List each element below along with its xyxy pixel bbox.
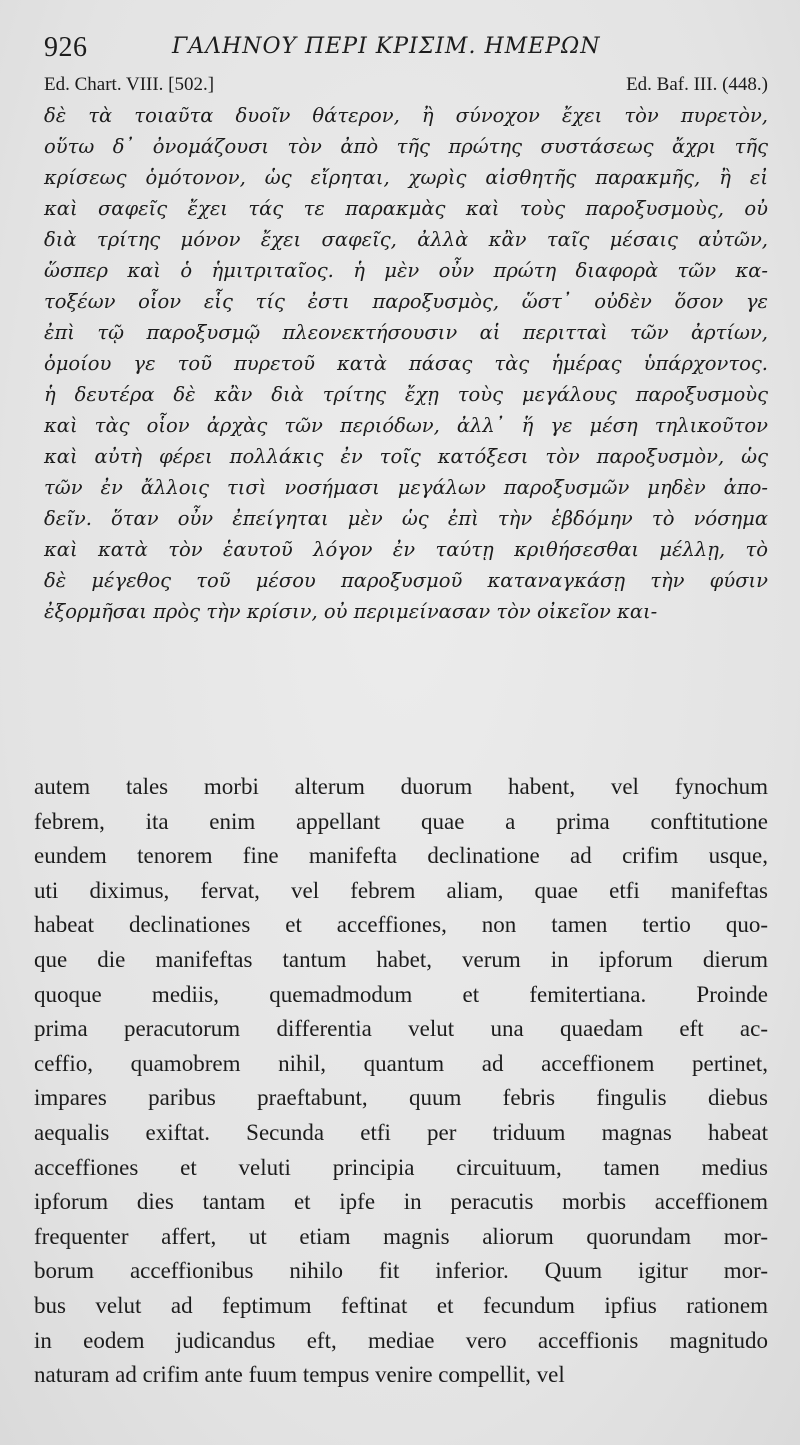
page-header <box>32 24 772 64</box>
greek-text-line: δὲ τὰ τοιαῦτα δυοῖν θάτερον, ἢ σύνοχον ἔχει τὸν πυρετὸν, <box>44 104 768 127</box>
latin-text-line: bus velut ad feptimum feftinat et fecundum ipfius rationem <box>34 1292 768 1318</box>
latin-text-line: prima peracutorum differentia velut una quaedam eft ac- <box>34 1016 768 1042</box>
greek-text-line: διὰ τρίτης μόνον ἔχει σαφεῖς, ἀλλὰ κἂν ταῖς μέσαις αὐτῶν, <box>44 228 768 251</box>
edition-reference-basel: Ed. Baf. III. (448.) <box>626 74 768 95</box>
greek-text-line: καὶ αὐτὴ φέρει πολλάκις ἐν τοῖς κατόξεσι τὸν παροξυσμὸν, ὡς <box>44 445 768 468</box>
edition-reference-chartier: Ed. Chart. VIII. [502.] <box>44 74 215 95</box>
page-number: 926 <box>44 32 88 63</box>
latin-text-line: eundem tenorem fine manifefta declinatione ad crifim usque, <box>34 843 768 869</box>
latin-text-line: febrem, ita enim appellant quae a prima conftitutione <box>34 808 768 834</box>
latin-text-line: naturam ad crifim ante fuum tempus venire compellit, vel <box>34 1362 565 1388</box>
latin-text-line: que die manifeftas tantum habet, verum in ipforum dierum <box>34 946 768 972</box>
latin-text-line: ipforum dies tantam et ipfe in peracutis morbis acceffionem <box>34 1189 768 1215</box>
greek-text-line: οὕτω δ᾽ ὀνομάζουσι τὸν ἀπὸ τῆς πρώτης συστάσεως ἄχρι τῆς <box>44 135 768 158</box>
greek-text-line: τῶν ἐν ἄλλοις τισὶ νοσήμασι μεγάλων παροξυσμῶν μηδὲν ἀπο- <box>44 476 768 499</box>
greek-text-line: δεῖν. ὅταν οὖν ἐπείγηται μὲν ὡς ἐπὶ τὴν ἑβδόμην τὸ νόσημα <box>44 507 768 530</box>
greek-text-line: κρίσεως ὁμότονον, ὡς εἴρηται, χωρὶς αἰσθητῆς παρακμῆς, ἢ εἰ <box>44 166 768 189</box>
latin-text-line: borum acceffionibus nihilo fit inferior. Quum igitur mor- <box>34 1258 768 1284</box>
greek-text-line: καὶ σαφεῖς ἔχει τάς τε παρακμὰς καὶ τοὺς παροξυσμοὺς, οὐ <box>44 197 768 220</box>
greek-text-line: καὶ κατὰ τὸν ἑαυτοῦ λόγον ἐν ταύτῃ κριθήσεσθαι μέλλῃ, τὸ <box>44 538 768 561</box>
greek-text-line: τοξέων οἷον εἷς τίς ἐστι παροξυσμὸς, ὥστ᾽ οὐδὲν ὅσον γε <box>44 290 768 313</box>
running-title: ΓΑΛΗΝΟΥ ΠΕΡΙ ΚΡΙΣΙΜ. ΗΜΕΡΩΝ <box>172 34 601 59</box>
latin-text-block <box>34 770 768 1393</box>
latin-text-line: frequenter affert, ut etiam magnis aliorum quorundam mor- <box>34 1223 768 1249</box>
latin-text-line: ceffio, quamobrem nihil, quantum ad acceffionem pertinet, <box>34 1050 768 1076</box>
greek-text-line: καὶ τὰς οἷον ἀρχὰς τῶν περιόδων, ἀλλ᾽ ἥ γε μέση τηλικοῦτον <box>44 414 768 437</box>
edition-references <box>44 74 768 102</box>
latin-text-line: habeat declinationes et acceffiones, non tamen tertio quo- <box>34 912 768 938</box>
latin-text-line: uti diximus, fervat, vel febrem aliam, quae etfi manifeftas <box>34 877 768 903</box>
latin-text-line: acceffiones et veluti principia circuituum, tamen medius <box>34 1154 768 1180</box>
greek-text-line: ἐπὶ τῷ παροξυσμῷ πλεονεκτήσουσιν αἱ περιτταὶ τῶν ἀρτίων, <box>44 321 768 344</box>
latin-text-line: quoque mediis, quemadmodum et femitertiana. Proinde <box>34 981 768 1007</box>
latin-text-line: in eodem judicandus eft, mediae vero acceffionis magnitudo <box>34 1327 768 1353</box>
greek-text-line: ἐξορμῆσαι πρὸς τὴν κρίσιν, οὐ περιμείνασαν τὸν οἰκεῖον και- <box>44 600 658 623</box>
greek-text-line: ἡ δευτέρα δὲ κἂν διὰ τρίτης ἔχῃ τοὺς μεγάλους παροξυσμοὺς <box>44 383 768 406</box>
latin-text-line: autem tales morbi alterum duorum habent, vel fynochum <box>34 774 768 799</box>
greek-text-line: ὥσπερ καὶ ὁ ἡμιτριταῖος. ἡ μὲν οὖν πρώτη διαφορὰ τῶν κα- <box>44 259 768 282</box>
greek-text-line: δὲ μέγεθος τοῦ μέσου παροξυσμοῦ καταναγκάσῃ τὴν φύσιν <box>44 569 768 592</box>
latin-text-line: aequalis exiftat. Secunda etfi per triduum magnas habeat <box>34 1119 768 1145</box>
latin-text-line: impares paribus praeftabunt, quum febris fingulis diebus <box>34 1085 768 1111</box>
greek-text-block <box>44 100 768 627</box>
greek-text-line: ὁμοίου γε τοῦ πυρετοῦ κατὰ πάσας τὰς ἡμέρας ὑπάρχοντος. <box>44 352 768 375</box>
